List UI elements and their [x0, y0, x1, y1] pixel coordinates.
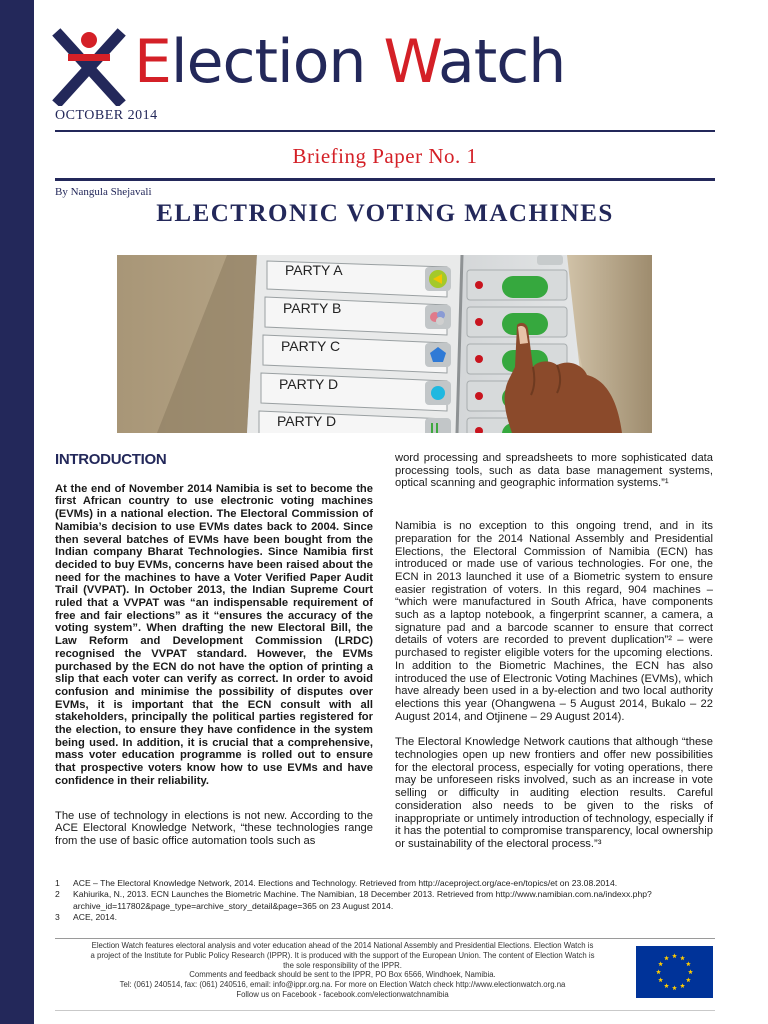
byline: By Nangula Shejavali	[55, 186, 152, 198]
footer-line: a project of the Institute for Public Policy Research (IPPR). It is produced with the support of the European Union. The content of Election Watch is	[90, 950, 595, 960]
voting-machine-illustration	[117, 255, 652, 433]
right-column	[395, 452, 713, 864]
eu-star	[664, 983, 669, 988]
x-voter-logo-icon	[52, 26, 128, 106]
eu-star	[686, 961, 691, 966]
brand-middle: lection	[170, 27, 384, 97]
footnote-number: 2	[55, 889, 60, 900]
side-accent-bar	[0, 0, 34, 1024]
eu-star	[658, 977, 663, 982]
header-rule-bottom	[55, 178, 715, 181]
party-label: PARTY A	[285, 262, 343, 278]
footnotes	[55, 878, 715, 923]
footnote-number: 1	[55, 878, 60, 888]
section-heading-introduction: INTRODUCTION	[55, 451, 167, 468]
body-paragraph: The use of technology in elections is not new. According to the ACE Electoral Knowledge Network, “these technologies range from the use of basic office automation tools such as	[55, 809, 373, 847]
eu-star	[658, 961, 663, 966]
footnote	[55, 878, 715, 889]
eu-star	[688, 969, 693, 974]
brand-last: atch	[438, 27, 566, 97]
footer-line: Election Watch features electoral analysis and voter education ahead of the 2014 National Assembly and Presidential Elections. Election Watch is	[91, 941, 594, 950]
footer-line: Tel: (061) 240514, fax: (061) 240516, email: info@ippr.org.na. For more on Election Watch check http://www.electionwatch.org.na	[119, 980, 566, 990]
header-rule-top	[55, 130, 715, 132]
footnote-text: ACE, 2014.	[73, 911, 117, 922]
footnote-number: 3	[55, 911, 60, 922]
footer-line: Follow us on Facebook - facebook.com/electionwatchnamibia	[236, 989, 449, 999]
brand-first-letter: E	[134, 27, 171, 97]
footer-rule	[55, 938, 715, 939]
party-label: PARTY D	[277, 413, 337, 429]
eu-star	[672, 985, 677, 990]
eu-star	[664, 956, 669, 961]
body-paragraph: The Electoral Knowledge Network cautions that although “these technologies open up new frontiers and offer new possibilities for the electoral process, especially for voting operations, there may be unforeseen risks involved, such as an increase in vote selling or difficulty in auditing election results. Careful consideration also needs to be given to the risks of inappropriate or untimely introduction of technology, especially if it has the potential to compromise transparency, local ownership or sustainability of the electoral process.”³	[395, 736, 713, 850]
eu-star	[672, 953, 677, 958]
eu-star	[656, 969, 661, 974]
footer-line: Comments and feedback should be sent to the IPPR, PO Box 6566, Windhoek, Namibia.	[189, 970, 496, 980]
eu-star	[686, 977, 691, 982]
footnote-text: Kahiurika, N., 2013. ECN Launches the Biometric Machine. The Namibian, 18 December 2013. Retrieved from http://www.namibian.com.na/indexx.php?archive_id=117802&page_type=archive_story_detail&page=365 on 23 August 2014.	[73, 889, 652, 911]
eu-star	[680, 983, 685, 988]
brand-accent-letter: W	[383, 27, 438, 97]
footer-text	[60, 941, 625, 1000]
eu-star	[680, 956, 685, 961]
left-column	[55, 452, 373, 861]
bottom-rule	[55, 1010, 715, 1011]
hero-image-voting-machine	[117, 255, 652, 433]
footer-line: the sole responsibility of the IPPR.	[283, 960, 402, 970]
footnote	[55, 912, 715, 923]
party-label: PARTY D	[279, 376, 339, 392]
footnote	[55, 889, 715, 912]
footnote-text: ACE – The Electoral Knowledge Network, 2014. Elections and Technology. Retrieved from http://aceproject.org/ace-en/topics/et on 23.08.2014.	[73, 878, 618, 888]
body-paragraph: word processing and spreadsheets to more sophisticated data processing tools, such as data base management systems, optical scanning and geographic information systems.”¹	[395, 452, 713, 490]
party-label: PARTY B	[283, 300, 342, 316]
eu-flag-icon	[636, 946, 713, 998]
intro-paragraph: At the end of November 2014 Namibia is set to become the first African country to use electronic voting machines (EVMs) in a national election. The Electoral Commission of Namibia’s decision to use EVMs dates back to 2004. Since then several batches of EVMs have been bought from the Indian company Bharat Technologies. Since Namibia first decided to buy EVMs, concerns have been raised about the need for the machines to have a Voter Verified Paper Audit Trail (VVPAT). In October 2013, the Indian Supreme Court ruled that a VVPAT was “an indispensable requirement of free and fair elections” as it “ensures the accuracy of the voting system”. When drafting the new Electoral Bill, the Law Reform and Development Commission (LRDC) recognised the VVPAT standard. However, the EVMs purchased by the ECN do not have the option of printing a slip that each voter can verify as correct. In order to avoid confusion and minimise the possibility of disputes over EVMs, it is important that the ECN consult with all stakeholders, principally the political parties registered for the election, to ensure they have confidence in the system being used. In addition, it is crucial that a comprehensive, mass voter education programme is rolled out to ensure that prospective voters know how to use EVMs and have confidence in their reliability.	[55, 482, 373, 787]
headline: ELECTRONIC VOTING MACHINES	[156, 200, 614, 227]
masthead	[52, 20, 732, 110]
body-paragraph: Namibia is no exception to this ongoing trend, and in its preparation for the 2014 National Assembly and Presidential Elections, the Electoral Commission of Namibia (ECN) has introduced or made use of various technologies. For one, the ECN in 2013 launched it use of a Biometric system to ensure easier registration of voters. In this regard, 904 machines – “which were manufactured in South Africa, have components such as a laptop notebook, a fingerprint scanner, a camera, a signature pad and a barcode scanner to ensure that correct details of voters are recorded to prevent duplication”² – were purchased to register eligible voters for the upcoming elections. In addition to the Biometric Machines, the ECN has also introduced the use of Electronic Voting Machines (EVMs), which have already been used in a by-election and two local authority elections this year (Ohangwena – 5 August 2014, Bukalo – 22 August 2014, and Otjinene – 29 August 2014).	[395, 520, 713, 723]
briefing-title: Briefing Paper No. 1	[292, 144, 478, 168]
party-label: PARTY C	[281, 338, 341, 354]
brand-wordmark	[134, 22, 565, 102]
issue-date: OCTOBER 2014	[55, 108, 158, 123]
